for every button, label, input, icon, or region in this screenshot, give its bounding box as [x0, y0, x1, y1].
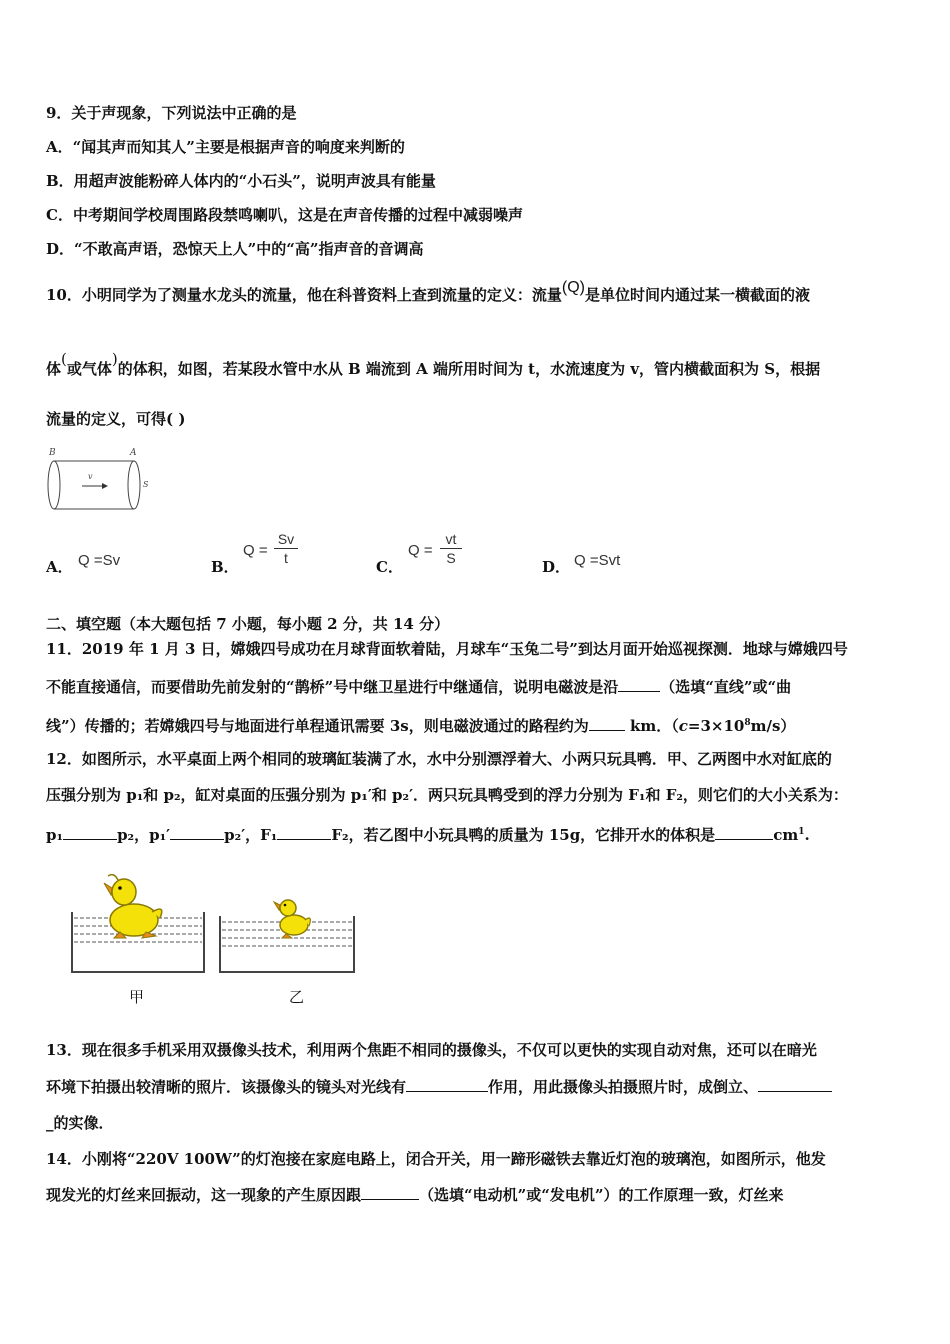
fraction-bar: [440, 548, 462, 549]
q10-line2-text-a: 体: [46, 360, 62, 378]
q11-blank-2[interactable]: [589, 716, 625, 731]
q11-speed-symbol: c: [678, 717, 688, 735]
q14-blank-1[interactable]: [361, 1185, 419, 1200]
q11-line3-text-d: =3×10: [687, 717, 745, 735]
q10-option-a-label: A．: [46, 558, 73, 576]
q10-line3: 流量的定义，可得( ): [46, 410, 186, 428]
q12-unit-exponent: 1: [798, 827, 805, 837]
q11-line3-text-e: m/s）: [750, 717, 796, 735]
q12-p2: p₂，p₁′: [117, 826, 171, 844]
q12-blank-3[interactable]: [277, 825, 331, 840]
q12-line1: 12．如图所示，水平桌面上两个相同的玻璃缸装满了水，水中分别漂浮着大、小两只玩具鸭．甲、乙两图中水对缸底的: [46, 750, 832, 768]
q10-line1-text-b: 是单位时间内通过某一横截面的液: [585, 286, 811, 304]
q13-line2-text-a: 环境下拍摄出较清晰的照片．该摄像头的镜头对光线有: [46, 1078, 407, 1096]
q12-p2-prime: p₂′，F₁: [224, 826, 278, 844]
q12-blank-4[interactable]: [715, 825, 773, 840]
q11-blank-1[interactable]: [618, 677, 660, 692]
q10-option-d-label: D．: [542, 558, 571, 576]
q13-blank-1[interactable]: [406, 1077, 488, 1092]
pipe-right-end: [128, 461, 140, 509]
q12-p1: p₁: [46, 826, 64, 844]
q12-unit: cm: [773, 826, 799, 844]
q13-line2-text-b: 作用，用此摄像头拍摄照片时，成倒立、: [488, 1078, 759, 1096]
duck-tanks-figure: [64, 868, 364, 980]
pipe-label-s: S: [143, 480, 149, 489]
q10-option-a-formula: Q =Sv: [78, 552, 121, 569]
q11-line2-text-b: （选填“直线”或“曲: [660, 678, 792, 696]
pipe-left-end: [48, 461, 60, 509]
q13-line3: _的实像．: [46, 1114, 114, 1132]
q9-stem: 9．关于声现象，下列说法中正确的是: [46, 104, 297, 122]
q10-line2: [46, 350, 821, 379]
q11-line1: 11．2019 年 1 月 3 日，嫦娥四号成功在月球背面软着陆，月球车“玉兔二号”到达月面开始巡视探测．地球与嫦娥四号: [46, 640, 848, 658]
flow-arrowhead-icon: [102, 483, 108, 489]
q10-option-c-fraction: [440, 531, 462, 566]
q11-line3-text-b: km．（: [624, 717, 679, 735]
pipe-label-a: A: [130, 448, 137, 458]
q14-line2-text-b: （选填“电动机”或“发电机”）的工作原理一致，灯丝来: [419, 1186, 784, 1204]
q10-option-b-numerator: Sv: [277, 531, 295, 547]
small-duck-icon: [274, 900, 310, 938]
q10-option-d-formula: Q =Svt: [574, 552, 621, 569]
q12-f2: F₂，若乙图中小玩具鸭的质量为 15g，它排开水的体积是: [331, 826, 716, 844]
q10-flow-symbol: (Q): [561, 279, 585, 296]
q10-paren-open: (: [61, 350, 67, 368]
q14-line2: [46, 1185, 784, 1205]
q10-option-c-denominator: S: [446, 550, 456, 566]
q10-option-b-label: B．: [211, 558, 239, 576]
q10-line1: [46, 279, 811, 306]
q9-option-a: A．“闻其声而知其人”主要是根据声音的响度来判断的: [46, 138, 405, 156]
q12-end: .: [804, 826, 810, 844]
q10-line2-text-c: 的体积，如图，若某段水管中水从 B 端流到 A 端所用时间为 t，水流速度为 v，管内横截面积为 S，根据: [117, 360, 821, 378]
q11-line2: [46, 677, 791, 697]
q10-option-b-fraction: [274, 531, 298, 566]
q13-line2: [46, 1077, 832, 1097]
q12-blank-1[interactable]: [63, 825, 117, 840]
q10-option-c-lhs: Q =: [408, 542, 433, 559]
section2-title: 二、填空题（本大题包括 7 小题，每小题 2 分，共 14 分）: [46, 615, 450, 633]
q11-line2-text-a: 不能直接通信，而要借助先前发射的“鹊桥”号中继卫星进行中继通信，说明电磁波是沿: [46, 678, 619, 696]
q10-line1-text-a: 10．小明同学为了测量水龙头的流量，他在科普资料上查到流量的定义：流量: [46, 286, 562, 304]
q10-option-b-lhs: Q =: [243, 542, 268, 559]
q13-line1: 13．现在很多手机采用双摄像头技术，利用两个焦距不相同的摄像头，不仅可以更快的实现自动对焦，还可以在暗光: [46, 1041, 817, 1059]
q12-blank-2[interactable]: [170, 825, 224, 840]
large-duck-icon: [104, 875, 162, 938]
q10-paren-close: ): [111, 350, 118, 368]
q14-line1: 14．小刚将“220V 100W”的灯泡接在家庭电路上，闭合开关，用一蹄形磁铁去靠近灯泡的玻璃泡，如图所示，他发: [46, 1150, 826, 1168]
q13-blank-2[interactable]: [758, 1077, 832, 1092]
q9-option-b: B．用超声波能粉碎人体内的“小石头”，说明声波具有能量: [46, 172, 436, 190]
figure-caption-yi: 乙: [289, 988, 305, 1006]
q11-exponent: 8: [744, 718, 751, 728]
pipe-label-b: B: [49, 448, 56, 458]
pipe-label-v: v: [88, 472, 93, 481]
q12-line2: 压强分别为 p₁和 p₂，缸对桌面的压强分别为 p₁′和 p₂′．两只玩具鸭受到的浮力分别为 F₁和 F₂，则它们的大小关系为：: [46, 786, 848, 804]
q11-line3: [46, 713, 795, 736]
q10-option-c-numerator: vt: [445, 531, 457, 547]
q10-option-c-label: C．: [376, 558, 403, 576]
q9-option-d: D．“不敢高声语，恐惊天上人”中的“高”指声音的音调高: [46, 240, 424, 258]
q10-line2-text-b: 或气体: [66, 360, 112, 378]
q11-line3-text-a: 线”）传播的；若嫦娥四号与地面进行单程通讯需要 3s，则电磁波通过的路程约为: [46, 717, 589, 735]
figure-caption-jia: 甲: [129, 988, 145, 1006]
q12-line3: [46, 822, 810, 845]
q9-option-c: C．中考期间学校周围路段禁鸣喇叭，这是在声音传播的过程中减弱噪声: [46, 206, 523, 224]
pipe-figure: [46, 443, 156, 515]
fraction-bar: [274, 548, 298, 549]
q10-option-b-denominator: t: [284, 550, 288, 566]
q14-line2-text-a: 现发光的灯丝来回振动，这一现象的产生原因跟: [46, 1186, 362, 1204]
